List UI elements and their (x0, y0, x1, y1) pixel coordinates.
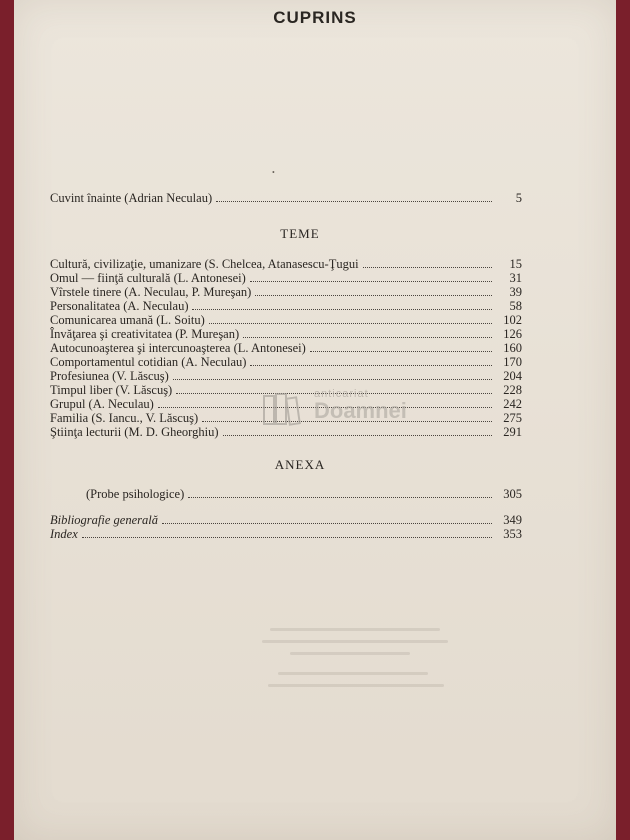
toc-entry-page: 15 (509, 257, 522, 271)
toc-entry-page: 204 (503, 369, 522, 383)
toc-entry (50, 341, 522, 355)
toc-entry-title: Familia (S. Iancu., V. Lăscuş) (50, 411, 199, 425)
toc-entry-page: 160 (503, 341, 522, 355)
toc-entry-page: 349 (503, 513, 522, 527)
toc-leader-dots (363, 258, 492, 268)
toc-entry-title: Comportamentul cotidian (A. Neculau) (50, 355, 247, 369)
toc-leader-dots (82, 528, 492, 538)
toc-entry-title: Omul — fiinţă culturală (L. Antonesei) (50, 271, 246, 285)
toc-entry-page: 39 (509, 285, 522, 299)
toc-entry-page: 126 (503, 327, 522, 341)
toc-leader-dots (250, 272, 492, 282)
toc-leader-dots (173, 370, 492, 380)
toc-entry (50, 369, 522, 383)
toc-entry-page: 291 (503, 425, 522, 439)
toc-entry (50, 257, 522, 271)
toc-entry-title: Învăţarea şi creativitatea (P. Mureşan) (50, 327, 240, 341)
bleed-through-line (270, 628, 440, 631)
bleed-through-line (262, 640, 448, 643)
toc-entry-page: 305 (503, 487, 522, 501)
toc-entry (50, 327, 522, 341)
toc-entry-page: 275 (503, 411, 522, 425)
watermark (262, 388, 407, 428)
toc-entry-page: 170 (503, 355, 522, 369)
toc-entry-page: 353 (503, 527, 522, 541)
toc-leader-dots (255, 286, 492, 296)
toc-entry-title: Cuvint înainte (Adrian Neculau) (50, 191, 213, 205)
toc-entry-title: (Probe psihologice) (86, 487, 185, 501)
toc-entry-anexa (86, 487, 522, 501)
toc-entry-title: Index (50, 527, 78, 541)
toc-entry-title: Bibliografie generală (50, 513, 158, 527)
toc-entry-intro (50, 191, 522, 205)
toc-leader-dots (192, 300, 492, 310)
toc-leader-dots (162, 514, 492, 524)
toc-entry-page: 58 (509, 299, 522, 313)
toc-entry-title: Autocunoaşterea şi intercunoaşterea (L. Antonesei) (50, 341, 306, 355)
toc-entry-page: 228 (503, 383, 522, 397)
toc-leader-dots (188, 488, 492, 498)
watermark-brand-text: Doamnei (314, 398, 407, 423)
toc-entry-page: 5 (515, 191, 522, 205)
toc-entry (50, 355, 522, 369)
books-icon (262, 392, 308, 426)
toc-entry-bibliography (50, 513, 522, 527)
bleed-through-line (268, 684, 444, 687)
toc-leader-dots (209, 314, 492, 324)
toc-entry (50, 271, 522, 285)
section-title-teme: TEME (280, 226, 320, 241)
toc-entry-title: Cultură, civilizaţie, umanizare (S. Chelcea, Atanasescu-Ţugui (50, 257, 359, 271)
toc-entry-title: Profesiunea (V. Lăscuş) (50, 369, 169, 383)
toc-entry-title: Grupul (A. Neculau) (50, 397, 154, 411)
toc-leader-dots (310, 342, 492, 352)
toc-entry-title: Vîrstele tinere (A. Neculau, P. Mureşan) (50, 285, 252, 299)
toc-entry-page: 31 (509, 271, 522, 285)
toc-entry-page: 102 (503, 313, 522, 327)
bleed-through-line (278, 672, 428, 675)
ink-mark: • (272, 168, 275, 177)
toc-leader-dots (216, 192, 492, 202)
bleed-through-line (290, 652, 410, 655)
toc-entry (50, 285, 522, 299)
toc-leader-dots (250, 356, 492, 366)
toc-entry (50, 313, 522, 327)
toc-entry-index (50, 527, 522, 541)
page-title: CUPRINS (273, 8, 357, 27)
toc-entry-page: 242 (503, 397, 522, 411)
toc-entry-title: Personalitatea (A. Neculau) (50, 299, 189, 313)
toc-entry-title: Ştiinţa lecturii (M. D. Gheorghiu) (50, 425, 219, 439)
watermark-small-text: anticariat (314, 388, 369, 400)
toc-entry-title: Comunicarea umană (L. Soitu) (50, 313, 205, 327)
toc-entry-title: Timpul liber (V. Lăscuş) (50, 383, 173, 397)
section-title-anexa: ANEXA (274, 457, 326, 472)
toc-leader-dots (243, 328, 492, 338)
toc-entry (50, 299, 522, 313)
